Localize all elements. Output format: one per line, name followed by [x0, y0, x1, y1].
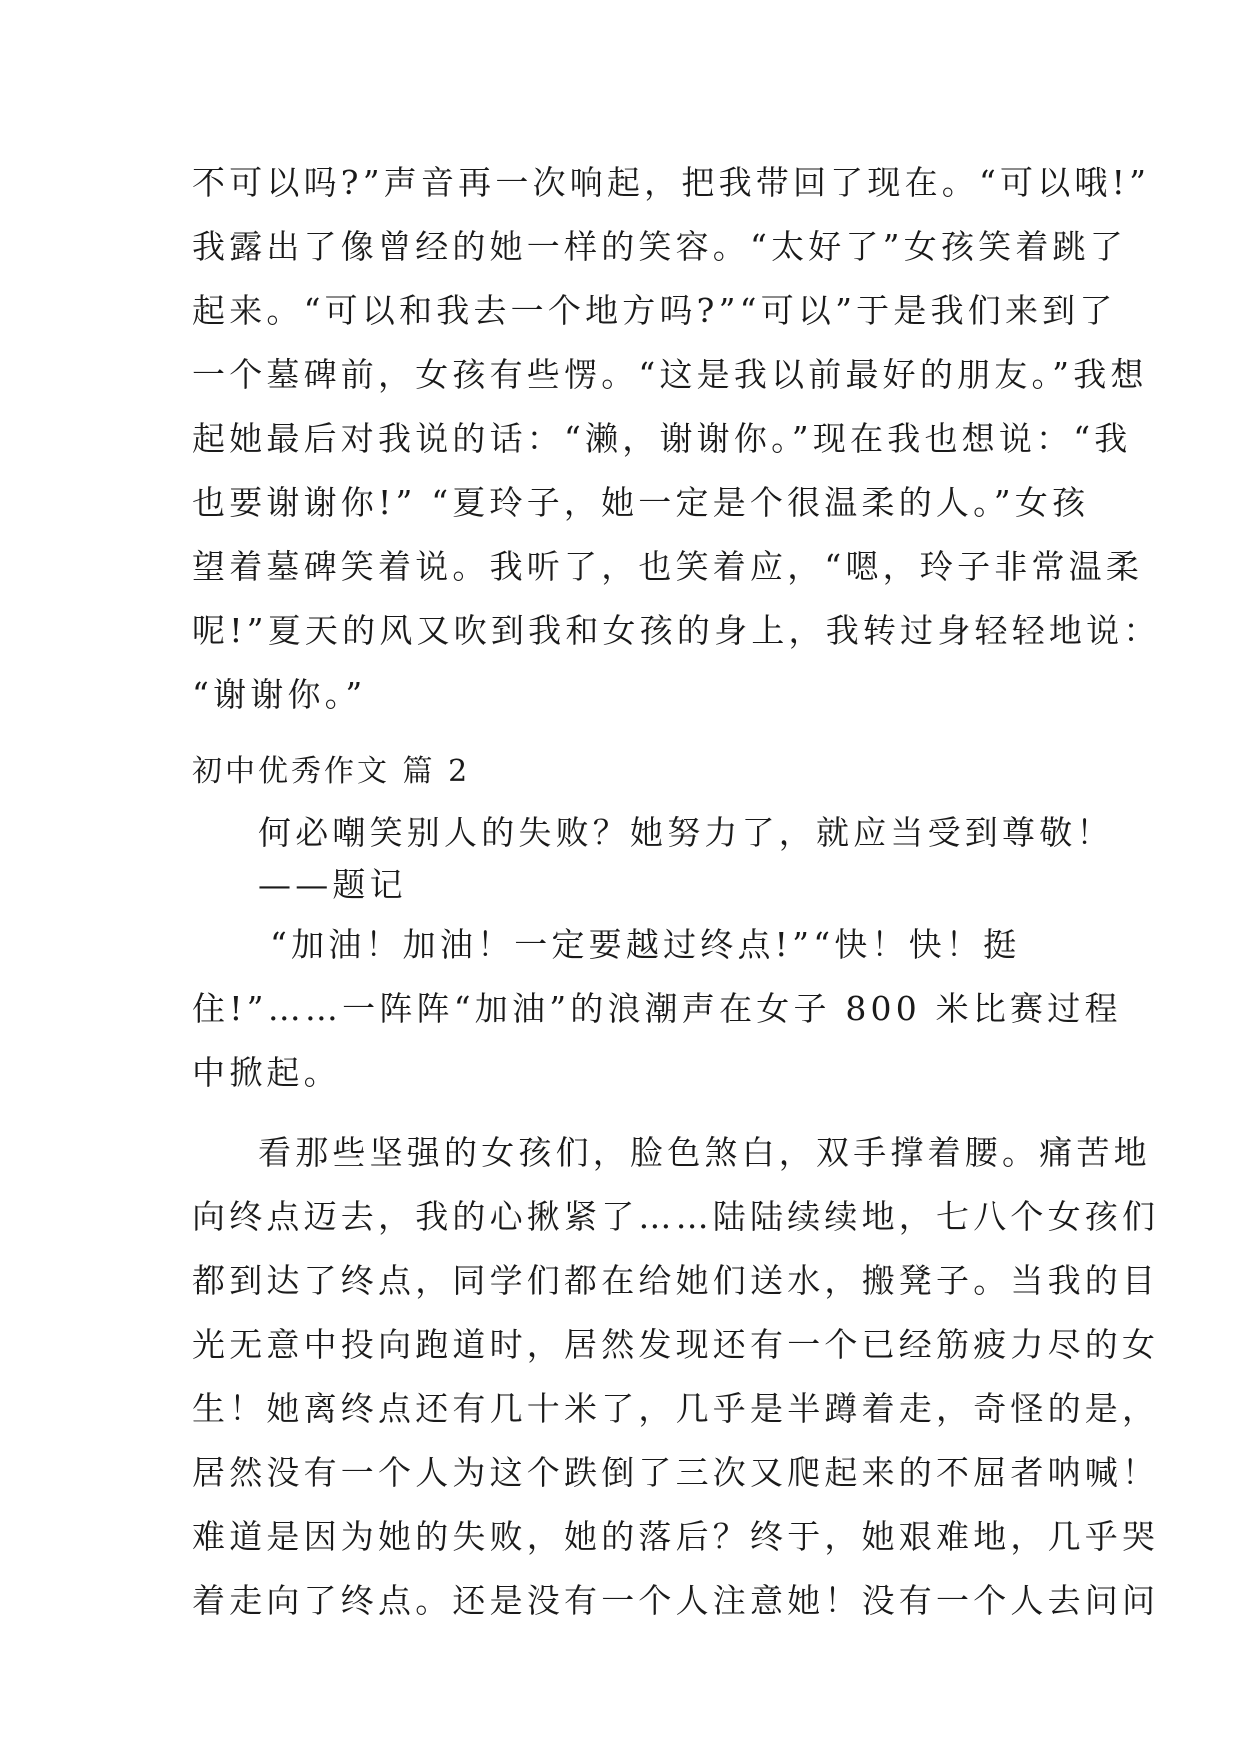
text-line: “谢谢你。” — [192, 675, 367, 714]
text-line: “加油！加油！一定要越过终点!”“快！快！挺 — [270, 925, 1021, 964]
text-line: 居然没有一个人为这个跌倒了三次又爬起来的不屈者呐喊！ — [192, 1453, 1160, 1492]
text-line: 也要谢谢你!” “夏玲子，她一定是个很温柔的人。”女孩 — [192, 483, 1090, 522]
text-line: 光无意中投向跑道时，居然发现还有一个已经筋疲力尽的女 — [192, 1325, 1160, 1364]
text-line: 中掀起。 — [192, 1053, 341, 1092]
text-line: 呢!”夏天的风又吹到我和女孩的身上，我转过身轻轻地说： — [192, 611, 1161, 650]
text-line: 生！她离终点还有几十米了，几乎是半蹲着走，奇怪的是， — [192, 1389, 1160, 1428]
text-line: 起来。“可以和我去一个地方吗?”“可以”于是我们来到了 — [192, 291, 1117, 330]
text-line: 难道是因为她的失败，她的落后？终于，她艰难地，几乎哭 — [192, 1517, 1160, 1556]
text-line: 一个墓碑前，女孩有些愣。“这是我以前最好的朋友。”我想 — [192, 355, 1148, 394]
text-line: 起她最后对我说的话：“濑，谢谢你。”现在我也想说：“我 — [192, 419, 1132, 458]
text-line: 着走向了终点。还是没有一个人注意她！没有一个人去问问 — [192, 1581, 1160, 1620]
epigraph-attribution: ——题记 — [258, 865, 407, 904]
section-heading: 初中优秀作文 篇 2 — [192, 754, 471, 789]
text-line: 望着墓碑笑着说。我听了，也笑着应，“嗯，玲子非常温柔 — [192, 547, 1144, 586]
text-line: 看那些坚强的女孩们，脸色煞白，双手撑着腰。痛苦地 — [258, 1133, 1151, 1172]
text-line: 向终点迈去，我的心揪紧了……陆陆续续地，七八个女孩们 — [192, 1197, 1160, 1236]
text-line: 住!”……一阵阵“加油”的浪潮声在女子 800 米比赛过程 — [192, 989, 1122, 1028]
text-line: 都到达了终点，同学们都在给她们送水，搬凳子。当我的目 — [192, 1261, 1160, 1300]
text-line: 我露出了像曾经的她一样的笑容。“太好了”女孩笑着跳了 — [192, 227, 1127, 266]
epigraph-text: 何必嘲笑别人的失败？她努力了，就应当受到尊敬！ — [258, 813, 1114, 852]
text-line: 不可以吗?”声音再一次响起，把我带回了现在。“可以哦!” — [192, 163, 1151, 202]
